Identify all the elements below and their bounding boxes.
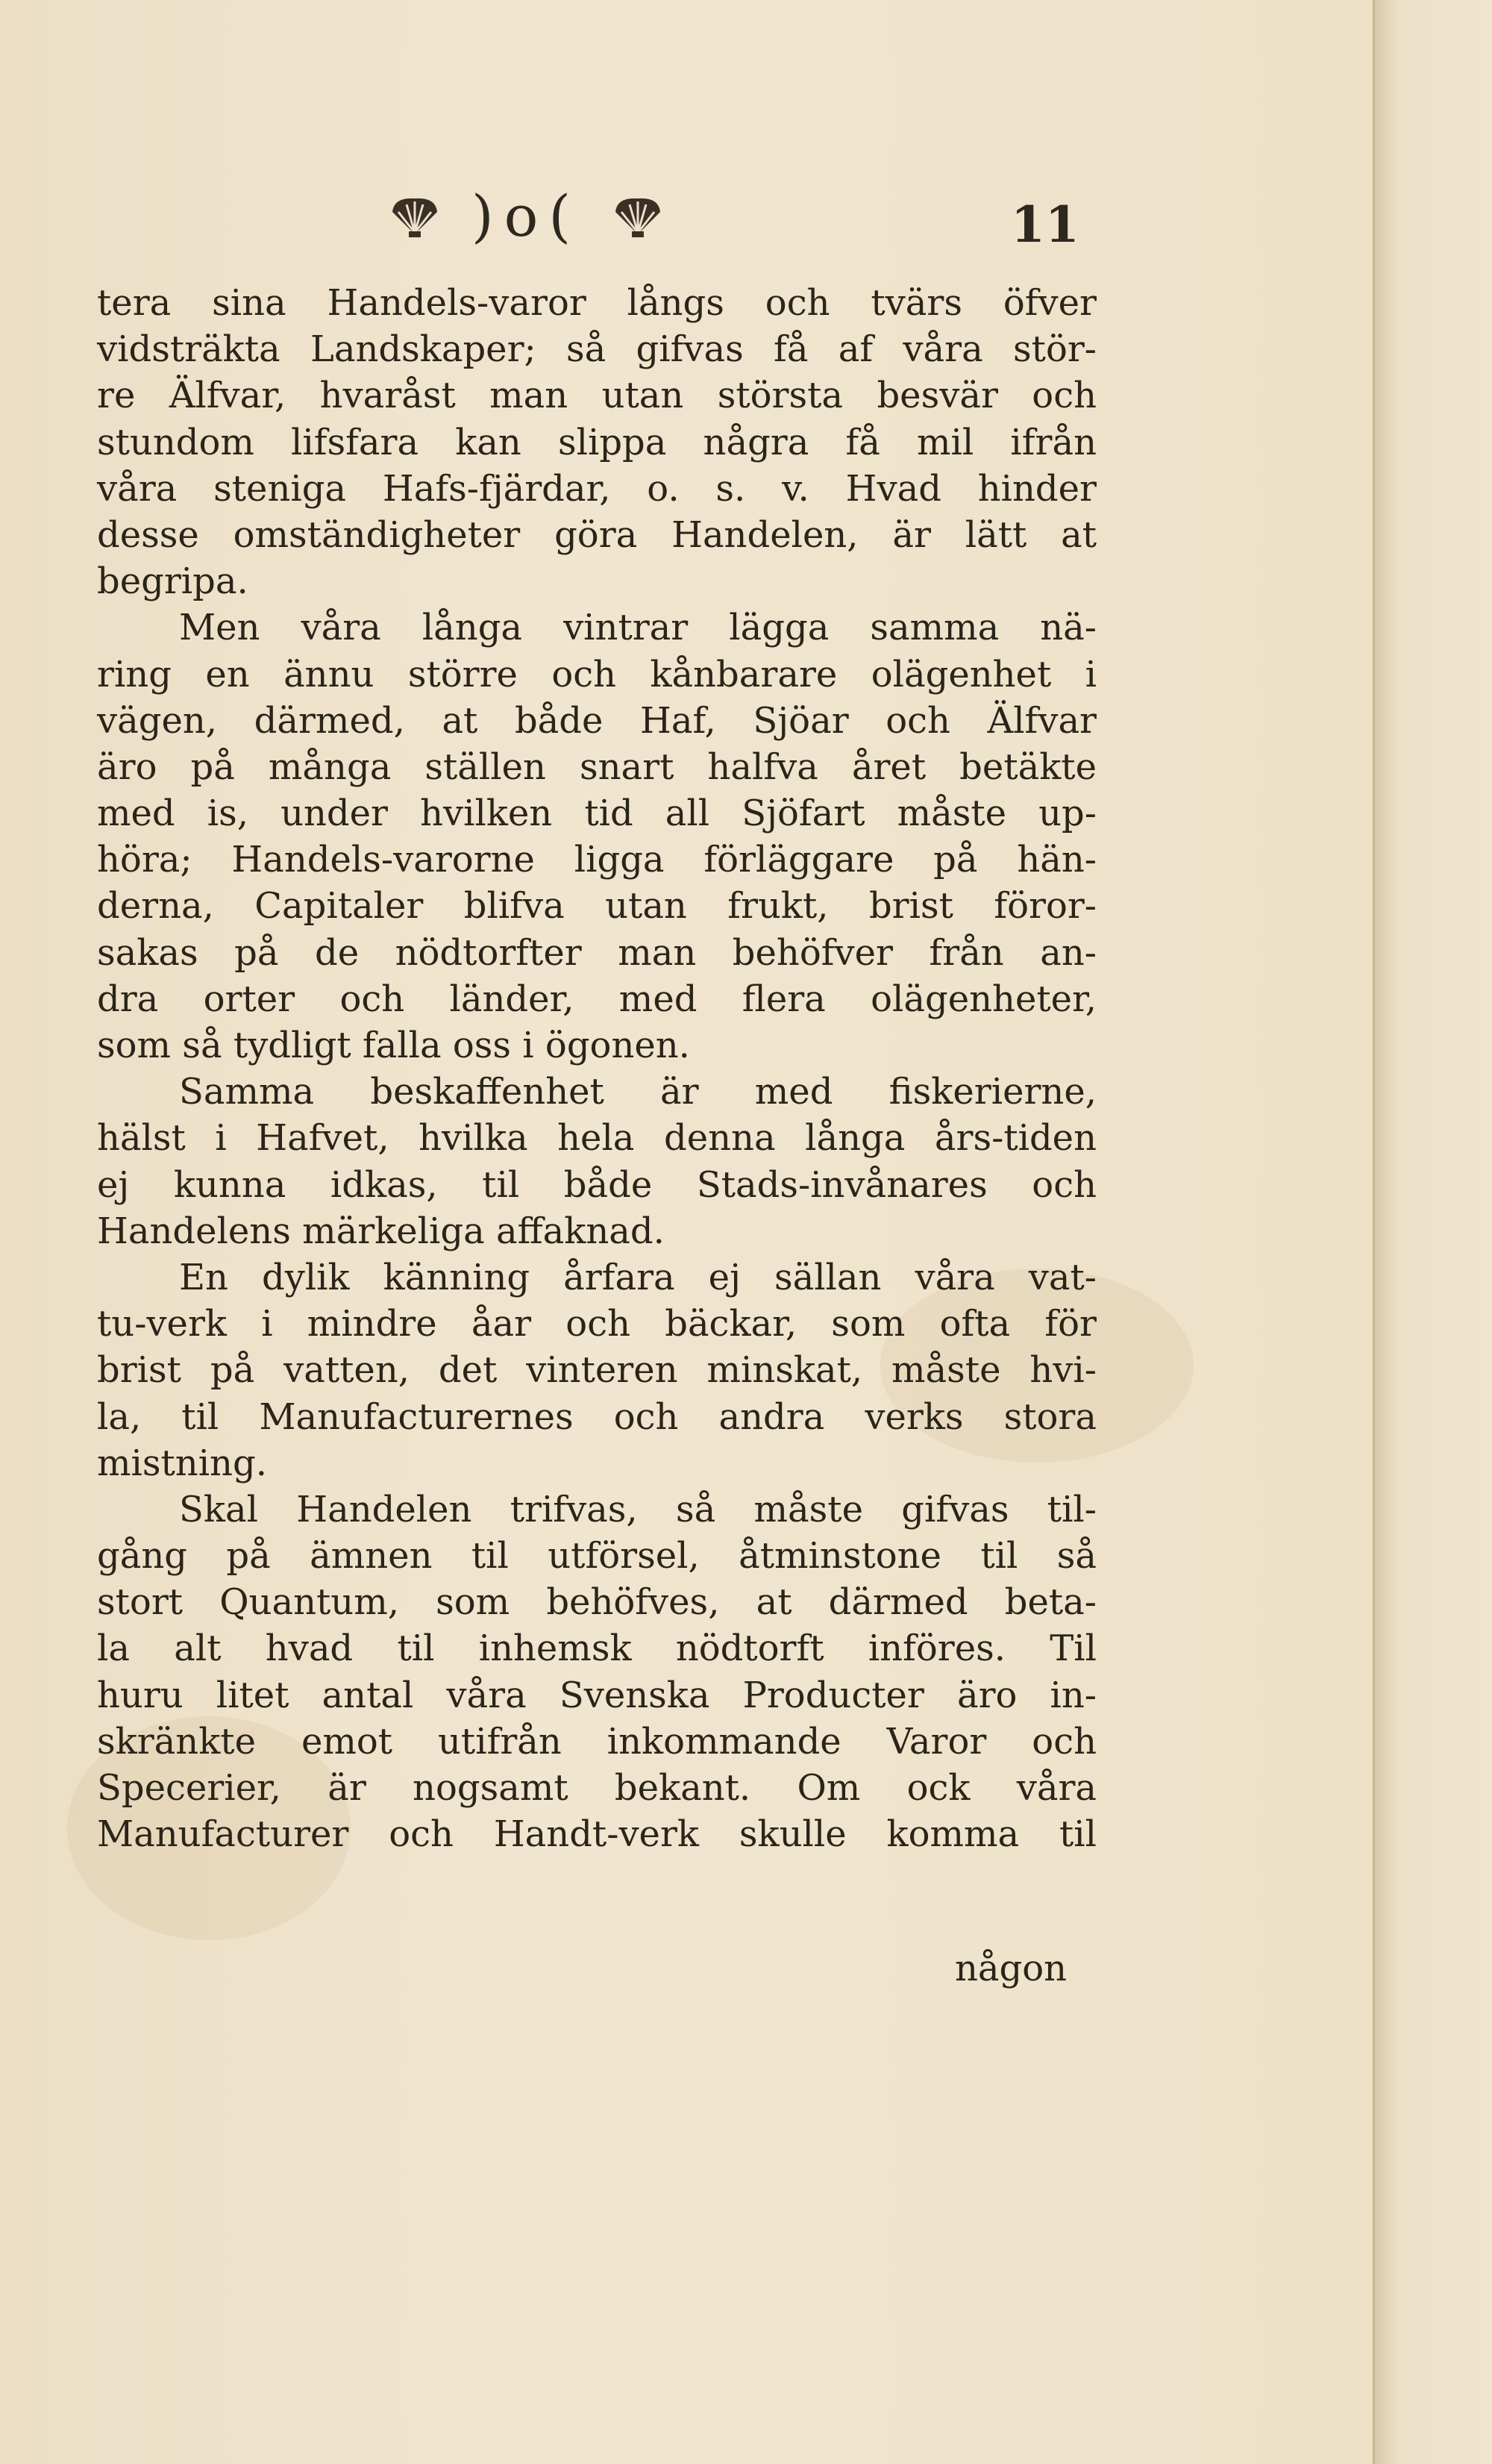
text-line: brist på vatten, det vinteren minskat, måste hvi-: [97, 1349, 1097, 1392]
text-line: derna, Capitaler blifva utan frukt, brist föror-: [97, 885, 1097, 928]
catchword: någon: [955, 1948, 1068, 1989]
running-header: [388, 183, 1097, 249]
text-line: med is, under hvilken tid all Sjöfart måste up-: [97, 792, 1097, 835]
text-line: huru litet antal våra Svenska Producter äro in-: [97, 1674, 1097, 1716]
text-line: skränkte emot utifrån inkommande Varor och: [97, 1720, 1097, 1763]
text-line: desse omständigheter göra Handelen, är lätt at: [97, 513, 1097, 556]
text-line: hälst i Hafvet, hvilka hela denna långa års-tiden: [97, 1117, 1097, 1160]
text-line: vidsträkta Landskaper; så gifvas få af våra stör-: [97, 328, 1097, 371]
text-line: som så tydligt falla oss i ögonen.: [97, 1025, 690, 1066]
text-line: äro på många ställen snart halfva året betäkte: [97, 745, 1097, 788]
text-line: begripa.: [97, 560, 248, 603]
text-line: mistning.: [97, 1442, 267, 1484]
body-text: [97, 280, 1097, 1857]
text-line: la, til Manufacturernes och andra verks stora: [97, 1395, 1097, 1438]
text-line: gång på ämnen til utförsel, åtminstone til så: [97, 1535, 1097, 1577]
text-line: Specerier, är nogsamt bekant. Om ock våra: [97, 1767, 1097, 1809]
text-line: re Älfvar, hvaråst man utan största besvär och: [97, 375, 1097, 417]
text-line: En dylik känning årfara ej sällan våra vat-: [179, 1256, 1097, 1298]
text-line: tera sina Handels-varor långs och tvärs öfver: [97, 282, 1097, 324]
page-fold-margin: [1373, 0, 1492, 2464]
text-line: höra; Handels-varorne ligga förläggare på hän-: [97, 839, 1097, 881]
text-line: ring en ännu större och kånbarare olägenhet i: [97, 653, 1097, 695]
text-line: våra steniga Hafs-fjärdar, o. s. v. Hvad hinder: [97, 467, 1097, 510]
text-line: tu-verk i mindre åar och bäckar, som ofta för: [97, 1303, 1097, 1345]
text-line: Men våra långa vintrar lägga samma nä-: [179, 607, 1097, 649]
text-line: ej kunna idkas, til både Stads-invånares och: [97, 1163, 1097, 1206]
text-line: vägen, därmed, at både Haf, Sjöar och Älfvar: [97, 699, 1097, 742]
text-line: Handelens märkeliga affaknad.: [97, 1210, 665, 1252]
text-line: dra orter och länder, med flera olägenheter,: [97, 978, 1097, 1020]
text-line: Manufacturer och Handt-verk skulle komma til: [97, 1813, 1097, 1856]
shell-ornament-icon: [388, 194, 442, 239]
text-line: Samma beskaffenhet är med fiskerierne,: [179, 1071, 1097, 1113]
text-line: sakas på de nödtorfter man behöfver från an-: [97, 931, 1097, 974]
shell-ornament-icon: [611, 194, 665, 239]
text-line: Skal Handelen trifvas, så måste gifvas til-: [179, 1488, 1097, 1530]
text-line: la alt hvad til inhemsk nödtorft införes. Til: [97, 1627, 1097, 1670]
page-mark: )o(: [471, 183, 582, 249]
page-number: 11: [1011, 196, 1079, 254]
text-line: stort Quantum, som behöfves, at därmed beta-: [97, 1581, 1097, 1624]
text-line: stundom lifsfara kan slippa några få mil ifrån: [97, 421, 1097, 463]
